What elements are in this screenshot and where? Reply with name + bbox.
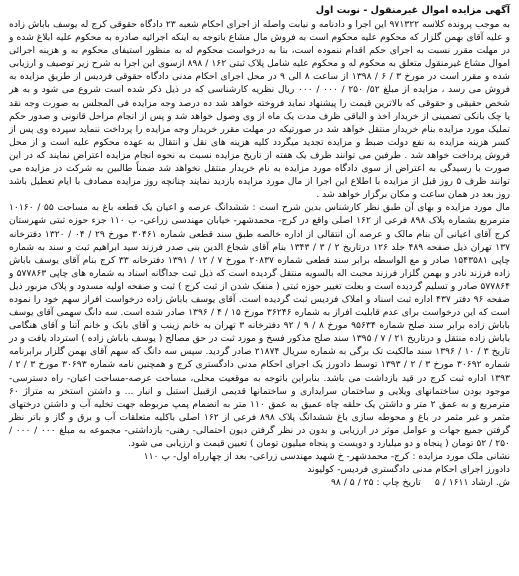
issuing-office: دادورز اجرای احکام مدنی دادگستری فردیس- کولیوند: [307, 464, 510, 476]
ershad-number: ش. ارشاد ۱۶۱۱ / ۵: [434, 477, 510, 489]
property-address: نشانی ملک مورد مزایده : کرج- محمدشهر- خ شهید مهندسی زراعی- بعد از چهارراه اول- پ ۱۱۰: [143, 451, 510, 463]
print-meta: [9, 476, 510, 489]
print-date: تاریخ چاپ : ۲۵ / ۵ / ۹۸: [330, 477, 421, 489]
notice-body-paragraph-1: به موجب پرونده کلاسه ۹۷۱۳۲۲ این اجرا و دادنامه و نیابت واصله از اجرای احکام شعبه ۲۳ دادگاه حقوقی کرج له یوسف باباش زاده و علیه آقای بهمن گلزار که محکوم علیه محکوم است به فروش مال مشاع باتوجه به اینکه اجرائیه صادره به محکوم علیه ابلاغ شده و در مهلت مقرر نسبت به اجرای حکم اقدام ننموده است، بنا به درخواست محکوم له به منظور استیفای محکوم به و هزینه اجرائی اموال مشاع غیرمنقول متعلق به محکوم له و محکوم علیه شامل پلاک ثبتی ۱۶۲ / ۸۹۸ ازسوی این اجرا به شرح زیر توصیف و ارزیابی شده و مقرر است در مورخ ۳ / ۶ / ۱۳۹۸ از ساعت ۸ الی ۹ در محل اجرای احکام مدنی دادگاه حقوقی فردیس از طریق مزایده به فروش می رسد ، مزایده از مبلغ ۵۲/ ۲۵۰ / ۰۰۰ / ۰۰۰ ریال نظریه کارشناسی که در ذیل ذکر شده است شروع می شود و به هر شخص حقیقی و حقوقی که بالاترین قیمت را پیشنهاد نماید فروخته خواهد شد ده درصد وجه مزایده فی المجلس به صورت وجه نقد یا چک بانکی تضمینی از خریدار اخذ و الباقی ظرف مدت یک ماه از وی وصول خواهد شد و پس از انجام مراحل قانونی و صدور حکم تملیک مورد مزایده بنام خریدار منتقل خواهد شد در صورتیکه در مهلت مقرر خریدار وجه مزایده را پرداخت ننماید سپرده وی پس از کسر هزینه مزایده به نفع دولت ضبط و مزایده تجدید میگردد کلیه هزینه های نقل و انتقال به عهده محکوم علیه است و از محل فروش پرداخت خواهد شد . طرفین می توانند ظرف یک هفته از تاریخ مزایده نسبت به نحوه انجام مزایده اعتراض نمایند که در این صورت با رسیدگی به اعتراض از سوی دادگاه مورد مزایده به نام خریدار منتقل نخواهد شد ضمناً طالبین به شرکت در مزایده می توانند ظرف ۵ روز قبل از مزایده با اطلاع این اجرا از مال مورد مزایده بازدید نمایند چنانچه روز مزایده مصادف با ایام تعطیل باشد روز بعد در همان ساعت و مکان برگزار خواهد شد .: [9, 19, 510, 201]
notice-title: آگهی مزایده اموال غیرمنقول - نوبت اول: [315, 5, 510, 16]
notice-body-paragraph-2: مال مورد مزایده و بهای آن طبق نظر کارشناس بدین شرح است : ششدانگ عرصه و اعیان یک قطعه باغ به مساحت ۵۵ / ۱۰۱۶۰ مترمربع بشماره پلاک ۸۹۸ فرعی از ۱۶۲ اصلی واقع در کرج- محمدشهر- خیابان مهندسی زراعی- ب ۱۱۰ جزء حوزه ثبتی شهرستان کرج آقای اعیانی آن بنام مالک و عرصه آن انتقالی از اداره خالصه طبق سند قطعی شماره ۳۰۴۶۱ مورخ ۲۹ / ۰۴ / ۱۳۲۰ دفترخانه ۱۳۷ تهران ذیل صفحه ۴۸۹ جلد ۱۲۶ درتاریخ ۲ / ۳ / ۱۳۴۳ بنام آقای شجاع الدین بنی صدر فرزند سید ابراهیم ثبت و سند به شماره چاپی ۱۵۴۳۵۸۱ صادر و مع الواسطه برابر سند قطعی شماره ۲۰۸۳۷ مورخ ۷ / ۱۲ / ۱۳۹۱ دفترخانه ۳۳ کرج بنام آقای یوسف باباش زاده فرزند نادر و بهمن گلزار فرزند محبت اله بالسویه منتقل گردیده است که ذیل ثبت جداگانه اسناد به شماره های چاپی ۵۷۷۸۶۳ و ۵۷۷۸۶۴ صادر و تسلیم گردیده است و بعلت تغییر حوزه ثبتی ( منفک شدن از ثبت کرج ) ثبت و صفحه اولیه مسدود و پلاک مزبور ذیل صفحه ۹۶ دفتر ۴۳۷ اداره ثبت اسناد و املاک فردیس ثبت گردیده است. آقای یوسف باباش زاده درخواست افراز سهم خود را نموده است که این درخواست برای عدم قابلیت افراز به شماره ۳۶۲۴۶ مورخ ۱۵ / ۴ / ۱۳۹۶ صادر شده است. سه دانگ سهمی آقای یوسف باباش زاده برابر سند صلح شماره ۹۵۶۳۴ مورخ ۸ / ۹ / ۹۲ دفترخانه ۳ تهران به خانم زینب و آقای بابک و خانم آتنا و آقای هنگامی باباش زاده منتقل و درتاریخ ۲۱ / ۷ / ۱۳۹۵ سند صلح مذکور فسخ و مورد ثبت در حق مصالح ( یوسف باباش زاده ) استرداد یافت و در تاریخ ۳ / ۱۰ / ۱۳۹۶ سند مالکیت تک برگی به شماره سریال ۲۱۸۷۴ صادر گردید. سپس سه دانگ که سهم آقای بهمن گلزار برابرنامه شماره ۳۰۶۹۲ مورخ ۳ / ۲ / ۱۳۹۳ توسط دادورز یک اجرای احکام مدنی دادگستری کرج و همچنین نامه شماره ۳۰۶۹۳ مورخ ۳ / ۲ / ۱۳۹۳ اداره ثبت کرج در قید بازداشت می باشد. بنابراین باتوجه به موقعیت محلی، مساحت عرصه-مساحت اعیان- راه دسترسی- موجود بودن ساختمانهای ویلایی و ساختمان سرایداری و ساختمانها قدیمی ازقبیل استبل و انبار ... و داشتن استخر به متراژ ۶۰ مترمربع و به عمق ۲ متر و داشتن یک حلقه چاه عمیق به عمق ۱۱۰ متر به انضمام پمپ مربوطه جهت تخلیه آب و داشتن درختهای مثمر و غیر مثمر در باغ و محوطه سازی باغ ششدانگ پلاک ۸۹۸ فرعی از ۱۶۲ اصلی باکلیه متعلقات آب و برق و گاز و باتر نظر گرفتن جمیع جهات و عوامل موثر در ارزیابی و بدون در نظر گرفتن دیون احتمالی- رهنی- بازداشتی- مجموعه به مبلغ ۰۰۰ / ۰۰۰ / ۲۵۰ / ۵۲ تومان ( پنجاه و دو میلیارد و دویست و پنجاه میلیون تومان ) تعیین قیمت و ارزیابی می شود.: [9, 202, 511, 449]
